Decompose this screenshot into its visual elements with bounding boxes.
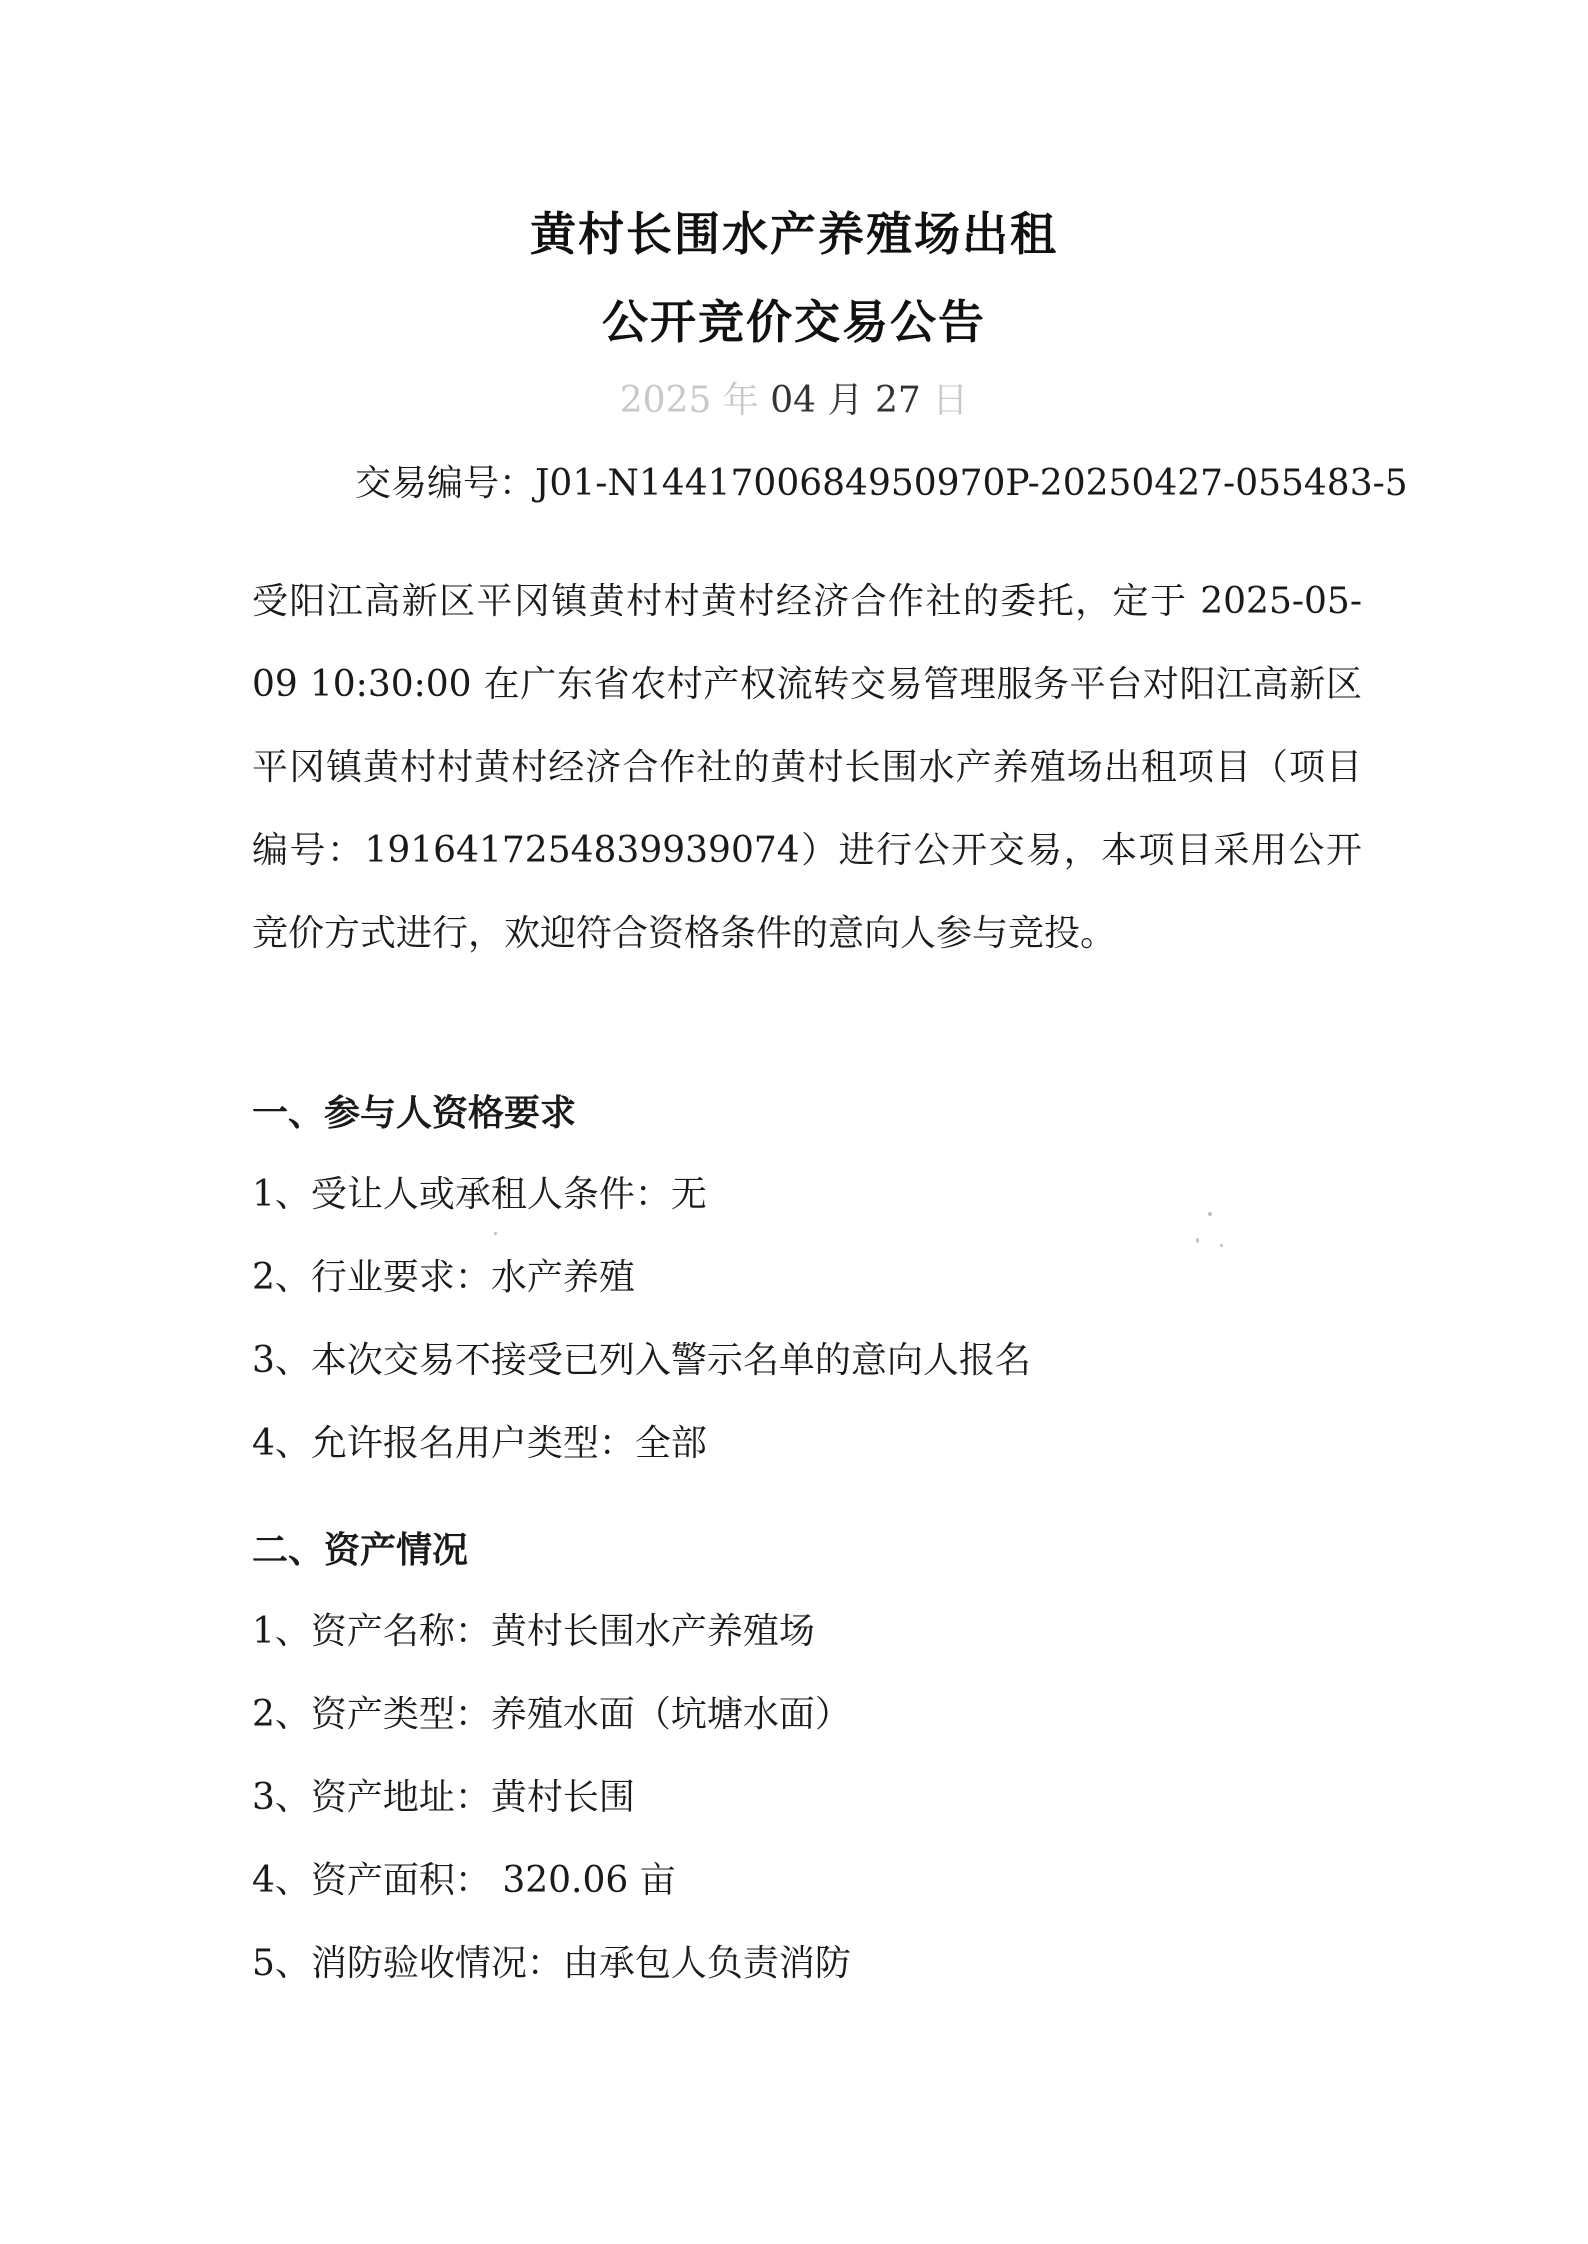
document-title-line1: 黄村长围水产养殖场出租 (530, 207, 1058, 261)
section1-heading: 一、参与人资格要求 (252, 1093, 577, 1134)
document-title-line2: 公开竞价交易公告 (602, 295, 986, 349)
section2-item: 5、消防验收情况：由承包人负责消防 (252, 1943, 851, 1984)
section1-item: 4、允许报名用户类型：全部 (252, 1423, 707, 1464)
date-month-day: 04 月 27 (758, 380, 933, 421)
date-day-suffix: 日 (932, 380, 969, 421)
scan-speck (1220, 1244, 1223, 1247)
section1-item: 2、行业要求：水产养殖 (252, 1257, 635, 1298)
section2-item: 4、资产面积： 320.06 亩 (252, 1860, 676, 1901)
scan-speck (494, 1232, 497, 1235)
section2-item: 3、资产地址：黄村长围 (252, 1777, 635, 1818)
section2-item: 1、资产名称：黄村长围水产养殖场 (252, 1611, 815, 1652)
section2-item: 2、资产类型：养殖水面（坑塘水面） (252, 1694, 851, 1735)
section1-item: 1、受让人或承租人条件：无 (252, 1174, 707, 1215)
publish-date (0, 372, 1588, 423)
scan-speck (1208, 1212, 1212, 1216)
scan-speck (1196, 1238, 1199, 1243)
date-year: 2025 年 (619, 380, 759, 421)
trade-number: 交易编号：J01-N1441700684950970P-20250427-055483-5 (355, 463, 1408, 504)
intro-paragraph: 受阳江高新区平冈镇黄村村黄村经济合作社的委托，定于 2025-05-09 10:30:00 在广东省农村产权流转交易管理服务平台对阳江高新区平冈镇黄村村黄村经济合作社的黄村长围水产养殖场出租项目（项目编号：1916417254839939074）进行公开交易，本项目采用公开竞价方式进行，欢迎符合资格条件的意向人参与竞投。 (252, 581, 1362, 954)
section1-item: 3、本次交易不接受已列入警示名单的意向人报名 (252, 1340, 1031, 1381)
section2-heading: 二、资产情况 (252, 1530, 469, 1571)
